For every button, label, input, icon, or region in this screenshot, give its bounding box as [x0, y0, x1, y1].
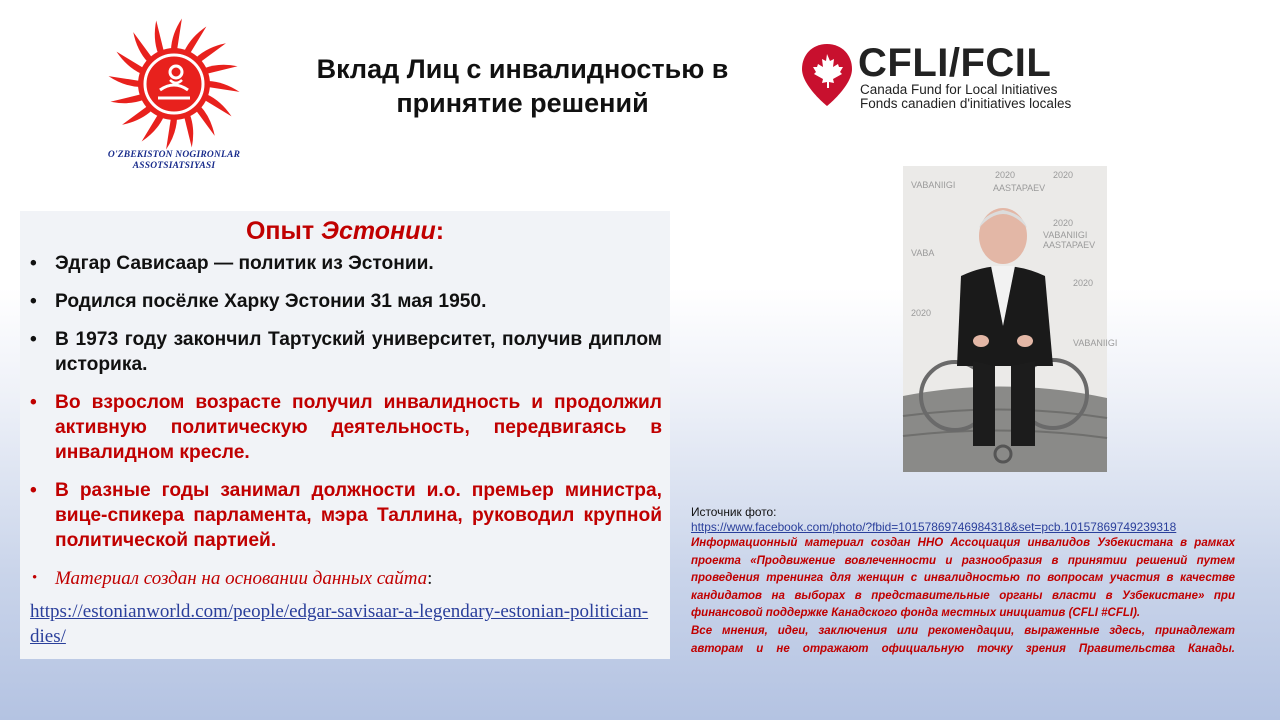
disclaimer-text: Все мнения, идеи, заключения или рекомендации, выраженные здесь, принадлежат авторам и не отражают официальную точку зрения Правительства Канады.	[691, 624, 1235, 655]
svg-text:AASTAPAEV: AASTAPAEV	[1043, 240, 1096, 250]
bullet-item: • В разные годы занимал должности и.о. премьер министра, вице-спикера парламента, мэра Таллина, руководил крупной политической партией.	[28, 478, 662, 553]
sun-ray	[155, 20, 164, 53]
svg-text:2020: 2020	[1053, 170, 1074, 180]
panel-title-suffix: :	[435, 217, 445, 245]
photo-source-label: Источник фото:	[691, 505, 777, 519]
bullet-item: • Эдгар Сависаар — политик из Эстонии.	[28, 251, 662, 276]
svg-text:VABANIIGI: VABANIIGI	[1043, 230, 1088, 240]
org-name-line2: ASSOTSIATSIYASI	[132, 161, 216, 171]
svg-text:2020: 2020	[1053, 218, 1074, 228]
sun-ray	[166, 118, 177, 150]
svg-text:VABA: VABA	[911, 248, 935, 258]
sun-ray	[208, 81, 240, 92]
source-link[interactable]: https://estonianworld.com/people/edgar-savisaar-a-legendary-estonian-politician-dies/	[30, 601, 649, 647]
cfli-wordmark: CFLI/FCIL	[858, 41, 1052, 85]
estonia-experience-panel	[20, 211, 670, 659]
uzbek-disability-association-logo	[96, 14, 252, 180]
sun-ray	[110, 94, 143, 103]
bullet-item: • В 1973 году закончил Тартуский университет, получив диплом историка.	[28, 327, 662, 377]
sun-ray	[108, 76, 140, 87]
source-label: Материал создан на основании данных сайта	[55, 568, 428, 589]
map-pin-maple-leaf-icon	[799, 42, 855, 108]
person-in-wheelchair-photo	[903, 166, 1118, 472]
cfli-subtitle-fr: Fonds canadien d'initiatives locales	[860, 96, 1072, 111]
sun-ray	[196, 43, 226, 62]
bullet-item: • Во взрослом возрасте получил инвалидность и продолжил активную политическую деятельность, передвигаясь в инвалидном кресле.	[28, 390, 662, 465]
svg-text:AASTAPAEV: AASTAPAEV	[993, 183, 1046, 193]
sun-ray	[184, 26, 206, 53]
svg-text:2020: 2020	[995, 170, 1016, 180]
person-photo	[903, 166, 1118, 472]
sun-ray	[196, 106, 215, 136]
panel-title-prefix: Опыт	[245, 217, 322, 245]
sun-ray	[116, 52, 143, 74]
source-colon: :	[427, 568, 433, 589]
sun-ray	[133, 32, 152, 62]
page-title: Вклад Лиц с инвалидностью в принятие решений	[316, 54, 729, 118]
cfli-subtitle-en: Canada Fund for Local Initiatives	[860, 82, 1058, 97]
photo-source-link[interactable]: https://www.facebook.com/photo/?fbid=10157869746984318&set=pcb.10157869749239318	[691, 520, 1177, 534]
sun-ray	[204, 65, 237, 74]
org-name-line1: O'ZBEKISTON NOGIRONLAR	[107, 150, 241, 160]
svg-text:2020: 2020	[1073, 278, 1094, 288]
svg-text:VABANIIGI: VABANIIGI	[911, 180, 956, 190]
svg-text:2020: 2020	[911, 308, 932, 318]
project-note-text: Информационный материал создан ННО Ассоциация инвалидов Узбекистана в рамках проекта «Продвижение вовлеченности и разнообразия в принятии решений путем проведения тренинга для женщин с инвалидностью по вопросам участия в качестве кандидатов на выборах в представительные органы власти в Узбекистане» при финансовой поддержке Канадского фонда местных инициатив (CFLI #CFLI).	[691, 537, 1235, 620]
bullet-item: • Родился посёлке Харку Эстонии 31 мая 1950.	[28, 289, 662, 314]
source-note	[30, 568, 432, 590]
photo-caption	[691, 505, 1235, 658]
bullet-list	[28, 251, 662, 566]
project-note	[691, 535, 1235, 658]
sun-ray	[142, 114, 164, 141]
sun-ray	[171, 18, 182, 50]
sun-ray	[122, 106, 152, 125]
svg-text:VABANIIGI: VABANIIGI	[1073, 338, 1118, 348]
cfli-logo	[785, 32, 1121, 124]
panel-title	[20, 217, 670, 246]
panel-title-emphasis: Эстонии	[321, 217, 436, 245]
sun-emblem-icon	[96, 14, 252, 154]
sun-ray	[184, 114, 193, 147]
sun-ray	[204, 94, 231, 116]
